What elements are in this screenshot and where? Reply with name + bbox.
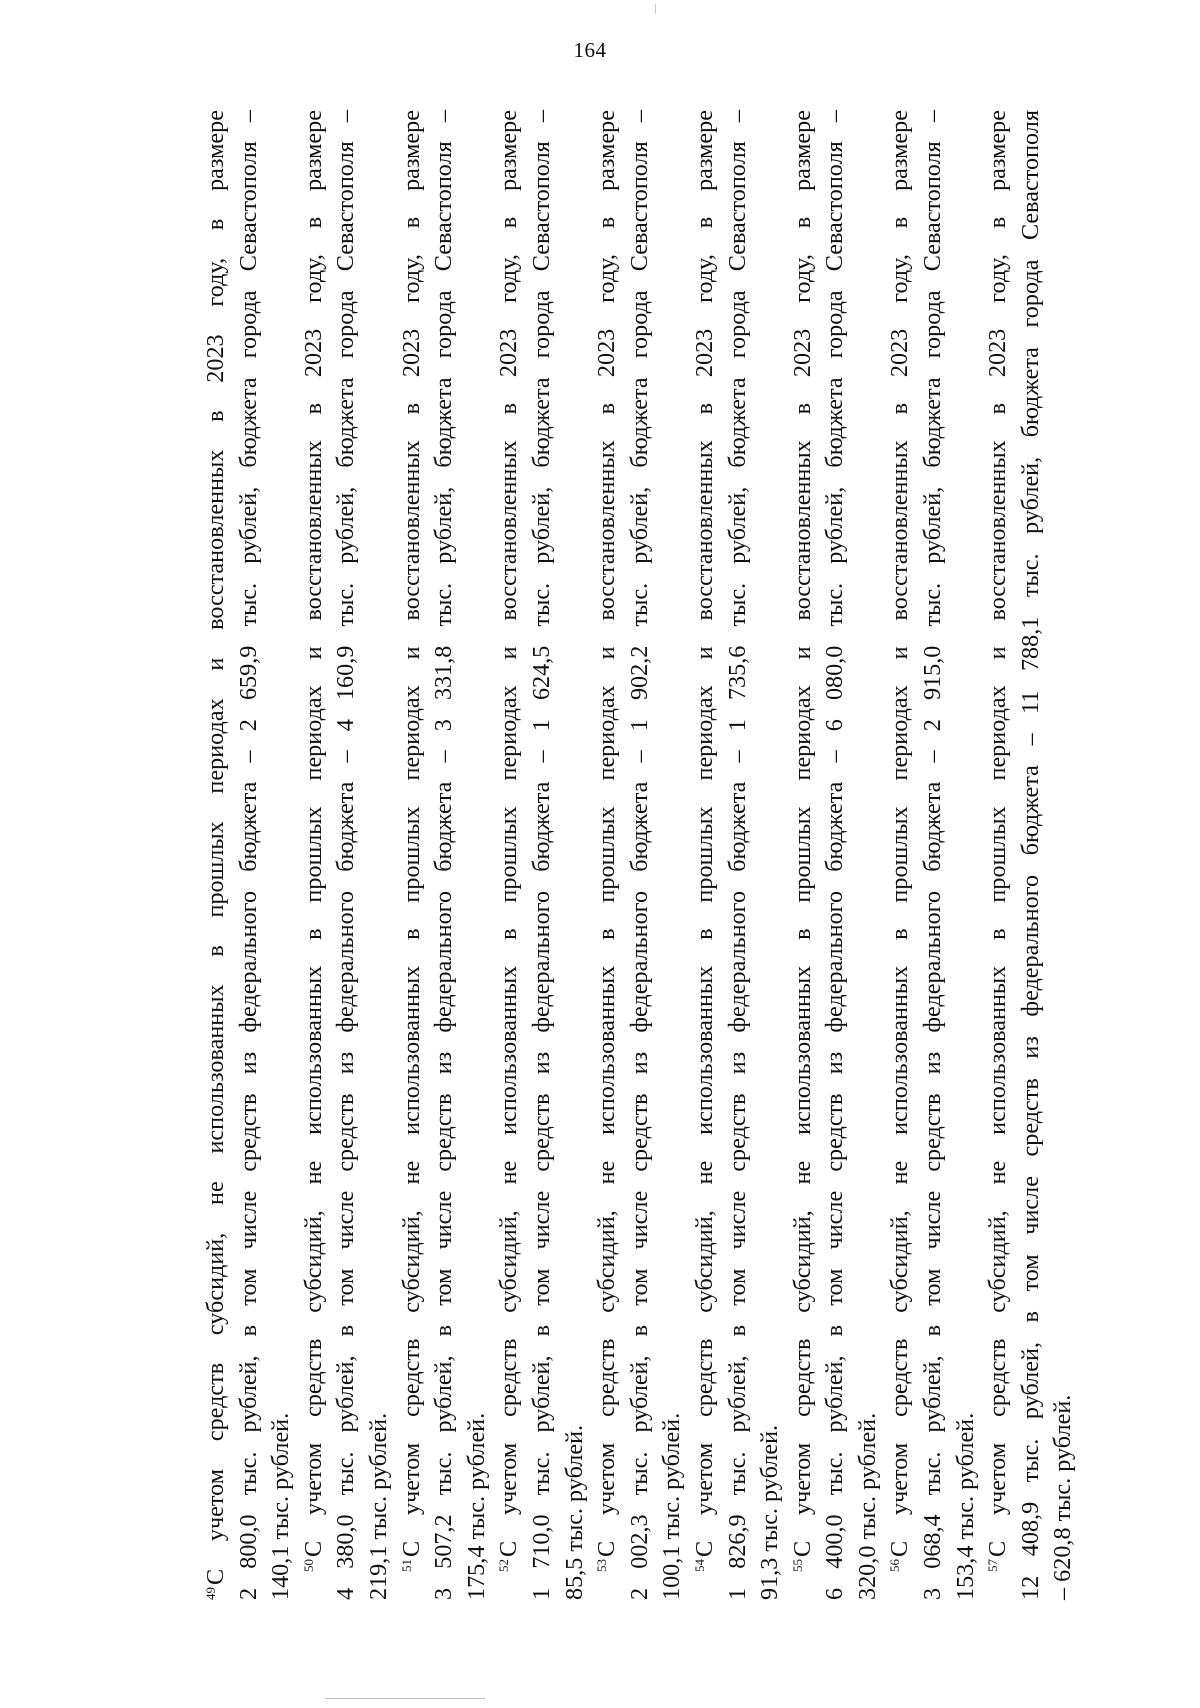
footnote-text: 320,0 тыс. рублей. bbox=[853, 1412, 881, 1600]
footnote-text: 175,4 тыс. рублей. bbox=[462, 1412, 490, 1600]
footnote-text: С учетом средств субсидий, не использованных в прошлых периодах и восстановленных в 2023 году, в размере bbox=[397, 110, 425, 1557]
footnote-text: 4 380,0 тыс. рублей, в том числе средств из федерального бюджета – 4 160,9 тыс. рублей, бюджета города Севастополя – bbox=[332, 110, 360, 1600]
footnote-marker: 51 bbox=[398, 1559, 414, 1572]
footnote-text: 3 068,4 тыс. рублей, в том числе средств из федерального бюджета – 2 915,0 тыс. рублей, бюджета города Севастополя – bbox=[919, 110, 947, 1600]
footnote-56 bbox=[884, 110, 982, 1600]
footnote-53 bbox=[591, 110, 689, 1600]
footnote-text: С учетом средств субсидий, не использованных в прошлых периодах и восстановленных в 2023 году, в размере bbox=[593, 110, 621, 1557]
footnote-text: 3 507,2 тыс. рублей, в том числе средств из федерального бюджета – 3 331,8 тыс. рублей, бюджета города Севастополя – bbox=[430, 110, 458, 1600]
footnote-text: С учетом средств субсидий, не использованных в прошлых периодах и восстановленных в 2023 году, в размере bbox=[495, 110, 523, 1557]
footnote-text: 85,5 тыс. рублей. bbox=[560, 1424, 588, 1600]
footnote-text: С учетом средств субсидий, не использованных в прошлых периодах и восстановленных в 2023 году, в размере bbox=[886, 110, 914, 1557]
footnote-marker: 50 bbox=[300, 1559, 316, 1572]
footnote-text: 91,3 тыс. рублей. bbox=[756, 1424, 784, 1600]
footnote-line bbox=[200, 110, 233, 1600]
footnote-text: С учетом средств субсидий, не использованных в прошлых периодах и восстановленных в 2023 году, в размере bbox=[984, 110, 1012, 1557]
footnote-57 bbox=[982, 110, 1080, 1600]
footnote-line bbox=[884, 110, 917, 1600]
footnote-line bbox=[689, 110, 722, 1600]
footnote-text: С учетом средств субсидий, не использованных в прошлых периодах и восстановленных в 2023 году, в размере bbox=[690, 110, 718, 1557]
footnote-line bbox=[982, 110, 1015, 1600]
footnote-marker: 53 bbox=[594, 1559, 610, 1572]
footnote-text: 1 710,0 тыс. рублей, в том числе средств из федерального бюджета – 1 624,5 тыс. рублей, бюджета города Севастополя – bbox=[527, 110, 555, 1600]
footnote-line bbox=[787, 110, 820, 1600]
footnote-text: 100,1 тыс. рублей. bbox=[658, 1412, 686, 1600]
footnote-text: 219,1 тыс. рублей. bbox=[364, 1412, 392, 1600]
footnote-marker: 56 bbox=[887, 1559, 903, 1572]
footnote-text: 2 800,0 тыс. рублей, в том числе средств из федерального бюджета – 2 659,9 тыс. рублей, бюджета города Севастополя – bbox=[234, 110, 262, 1600]
footnotes-block bbox=[200, 110, 1080, 1600]
footnote-text: С учетом средств субсидий, не использованных в прошлых периодах и восстановленных в 2023 году, в размере bbox=[202, 110, 229, 1585]
footnote-text: 2 002,3 тыс. рублей, в том числе средств из федерального бюджета – 1 902,2 тыс. рублей, бюджета города Севастополя – bbox=[625, 110, 653, 1600]
footnote-51 bbox=[396, 110, 494, 1600]
footnote-text: 6 400,0 тыс. рублей, в том числе средств из федерального бюджета – 6 080,0 тыс. рублей, бюджета города Севастополя – bbox=[821, 110, 849, 1600]
page-number: 164 bbox=[573, 38, 607, 62]
footnote-50 bbox=[298, 110, 396, 1600]
footnote-52 bbox=[493, 110, 591, 1600]
footnote-line bbox=[396, 110, 429, 1600]
footnote-line bbox=[493, 110, 526, 1600]
footnote-line bbox=[591, 110, 624, 1600]
footnote-text: 12 408,9 тыс. рублей, в том числе средств из федерального бюджета – 11 788,1 тыс. рублей, бюджета города Севастополя bbox=[1016, 110, 1044, 1600]
footnote-marker: 55 bbox=[789, 1559, 805, 1572]
footnote-text: 140,1 тыс. рублей. bbox=[267, 1412, 295, 1600]
scan-mark-top bbox=[655, 4, 664, 14]
footnote-marker: 54 bbox=[691, 1559, 707, 1572]
scan-mark-bottom bbox=[325, 1698, 485, 1699]
footnote-text: С учетом средств субсидий, не использованных в прошлых периодах и восстановленных в 2023 году, в размере bbox=[299, 110, 327, 1557]
footnote-54 bbox=[689, 110, 787, 1600]
footnote-marker: 52 bbox=[496, 1559, 512, 1572]
footnote-49 bbox=[200, 110, 298, 1600]
footnote-line bbox=[298, 110, 331, 1600]
footnote-text: – 620,8 тыс. рублей. bbox=[1049, 1394, 1077, 1600]
footnote-55 bbox=[787, 110, 885, 1600]
footnote-text: С учетом средств субсидий, не использованных в прошлых периодах и восстановленных в 2023 году, в размере bbox=[788, 110, 816, 1557]
footnote-text: 1 826,9 тыс. рублей, в том числе средств из федерального бюджета – 1 735,6 тыс. рублей, бюджета города Севастополя – bbox=[723, 110, 751, 1600]
footnote-marker: 57 bbox=[985, 1559, 1001, 1572]
footnote-marker: 49 bbox=[203, 1587, 218, 1600]
footnote-text: 153,4 тыс. рублей. bbox=[951, 1412, 979, 1600]
